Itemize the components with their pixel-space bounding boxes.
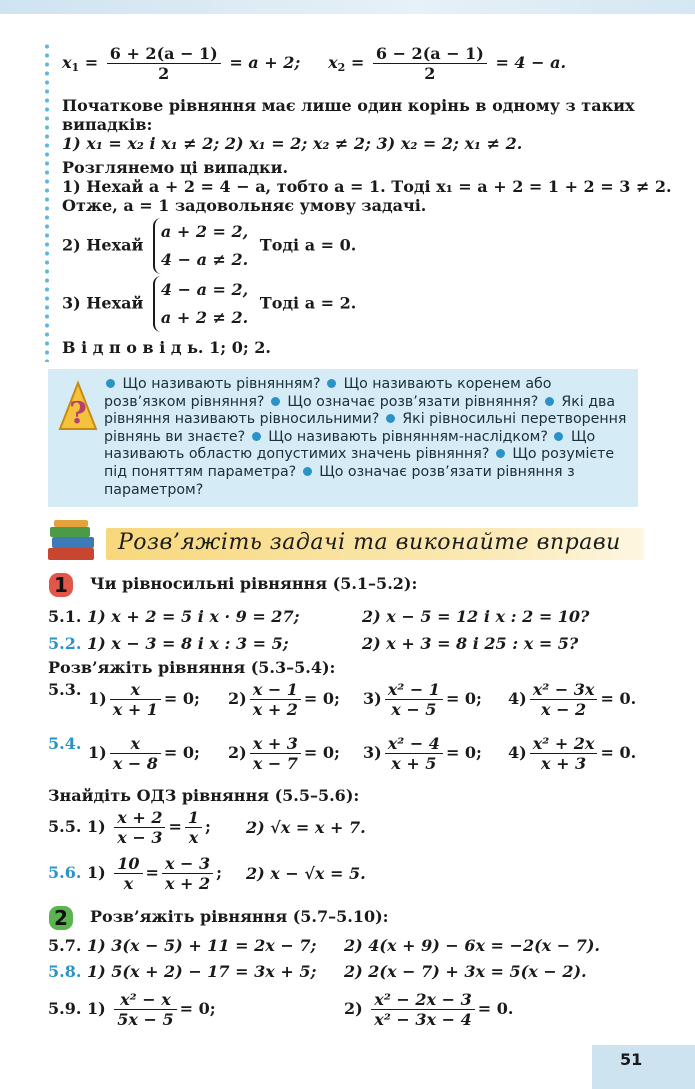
problem-5-5: 5.5. 1) $\frac{x + 2}{x - 3}$ = $\frac{1}{x}$ ; xyxy=(48,808,211,847)
level-1-badge: 1 xyxy=(48,572,74,598)
section-title: Розв’яжіть задачі та виконайте вправи xyxy=(118,530,621,555)
problem-5-8: 5.8. 1) 5(x + 2) − 17 = 3x + 5; xyxy=(48,962,317,981)
solution-cases-line: 1) x₁ = x₂ і x₁ ≠ 2; 2) x₁ = 2; x₂ ≠ 2; 3) x₂ = 2; x₁ ≠ 2. xyxy=(62,134,523,153)
problem-5-4: 5.4. xyxy=(48,734,82,753)
system-case-2: a + 2 = 2, 4 − a ≠ 2. xyxy=(153,218,248,274)
solution-case-1: 1) Нехай a + 2 = 4 − a, тобто a = 1. Тоді x₁ = a + 2 = 1 + 2 = 3 ≠ 2. xyxy=(62,177,672,196)
problem-5-6-b: 2) x − √x = 5. xyxy=(246,864,366,883)
solution-intro-line-2: випадків: xyxy=(62,115,153,134)
solution-case-2: 2) Нехай a + 2 = 2, 4 − a ≠ 2. Тоді a = 0. xyxy=(62,218,356,274)
level-2-badge: 2 xyxy=(48,905,74,931)
level-2-heading: Розв’яжіть рівняння (5.7–5.10): xyxy=(90,907,389,926)
question-mark-icon xyxy=(56,379,100,431)
page-number-box xyxy=(592,1045,695,1089)
problem-5-8-b: 2) 2(x − 7) + 3x = 5(x − 2). xyxy=(344,962,587,981)
books-icon xyxy=(44,518,100,566)
formula-x-roots: $x_1$ = $\frac{6 + 2(a - 1)}{2}$ = a + 2; $x_2$ = $\frac{6 - 2(a - 1)}{2}$ = 4 − a. xyxy=(62,44,567,83)
problem-5-2-b: 2) x + 3 = 8 і 25 : x = 5? xyxy=(362,634,579,653)
problem-5-1-b: 2) x − 5 = 12 і x : 2 = 10? xyxy=(362,607,590,626)
svg-text:?: ? xyxy=(69,396,87,431)
review-questions-box xyxy=(48,369,638,507)
problem-5-7-b: 2) 4(x + 9) − 6x = −2(x − 7). xyxy=(344,936,600,955)
level-1-heading-2: Розв’яжіть рівняння (5.3–5.4): xyxy=(48,658,336,677)
problem-5-5-b: 2) √x = x + 7. xyxy=(246,818,366,837)
problem-5-6: 5.6. 1) $\frac{10}{x}$ = $\frac{x - 3}{x + 2}$ ; xyxy=(48,854,223,893)
level-1-heading-3: Знайдіть ОДЗ рівняння (5.5–5.6): xyxy=(48,786,360,805)
problem-5-9-b: 2) $\frac{\text{x² − 2x − 3}}{\text{x² − 3x − 4}}$ = 0. xyxy=(344,990,514,1029)
problem-5-7: 5.7. 1) 3(x − 5) + 11 = 2x − 7; xyxy=(48,936,317,955)
top-decorative-band xyxy=(0,0,695,14)
level-1-heading: Чи рівносильні рівняння (5.1–5.2): xyxy=(90,574,418,593)
solution-answer: В і д п о в і д ь. 1; 0; 2. xyxy=(62,338,271,357)
problem-5-9: 5.9. 1) $\frac{\text{x² − x}}{5x - 5}$ = 0; xyxy=(48,990,216,1029)
problem-5-1: 5.1. 1) x + 2 = 5 і x · 9 = 27; xyxy=(48,607,300,626)
solution-intro-line-1: Початкове рівняння має лише один корінь в одному з таких xyxy=(62,96,635,115)
solution-case-3: 3) Нехай 4 − a = 2, a + 2 ≠ 2. Тоді a = 2. xyxy=(62,276,356,332)
section-banner xyxy=(44,518,644,568)
solution-case-1-result: Отже, a = 1 задовольняє умову задачі. xyxy=(62,196,427,215)
solution-consider: Розглянемо ці випадки. xyxy=(62,158,289,177)
review-questions-text: Що називають рівнянням? Що називають коренем або розв’язком рівняння? Що означає розв’язати рівняння? Які два рівняння називають рівносильними? Які рівносильні перетворення рівнянь ви знаєте? Що називають рівнянням-наслідком? Що називають областю допустимих значень рівняння? Що розумієте під поняттям параметра? Що означає розв’язати рівняння з параметром? xyxy=(104,376,627,498)
problem-5-3: 5.3. xyxy=(48,680,82,699)
dotted-margin-line xyxy=(44,42,50,362)
problem-5-2: 5.2. 1) x − 3 = 8 і x : 3 = 5; xyxy=(48,634,289,653)
page-number: 51 xyxy=(620,1050,643,1069)
system-case-3: 4 − a = 2, a + 2 ≠ 2. xyxy=(153,276,248,332)
